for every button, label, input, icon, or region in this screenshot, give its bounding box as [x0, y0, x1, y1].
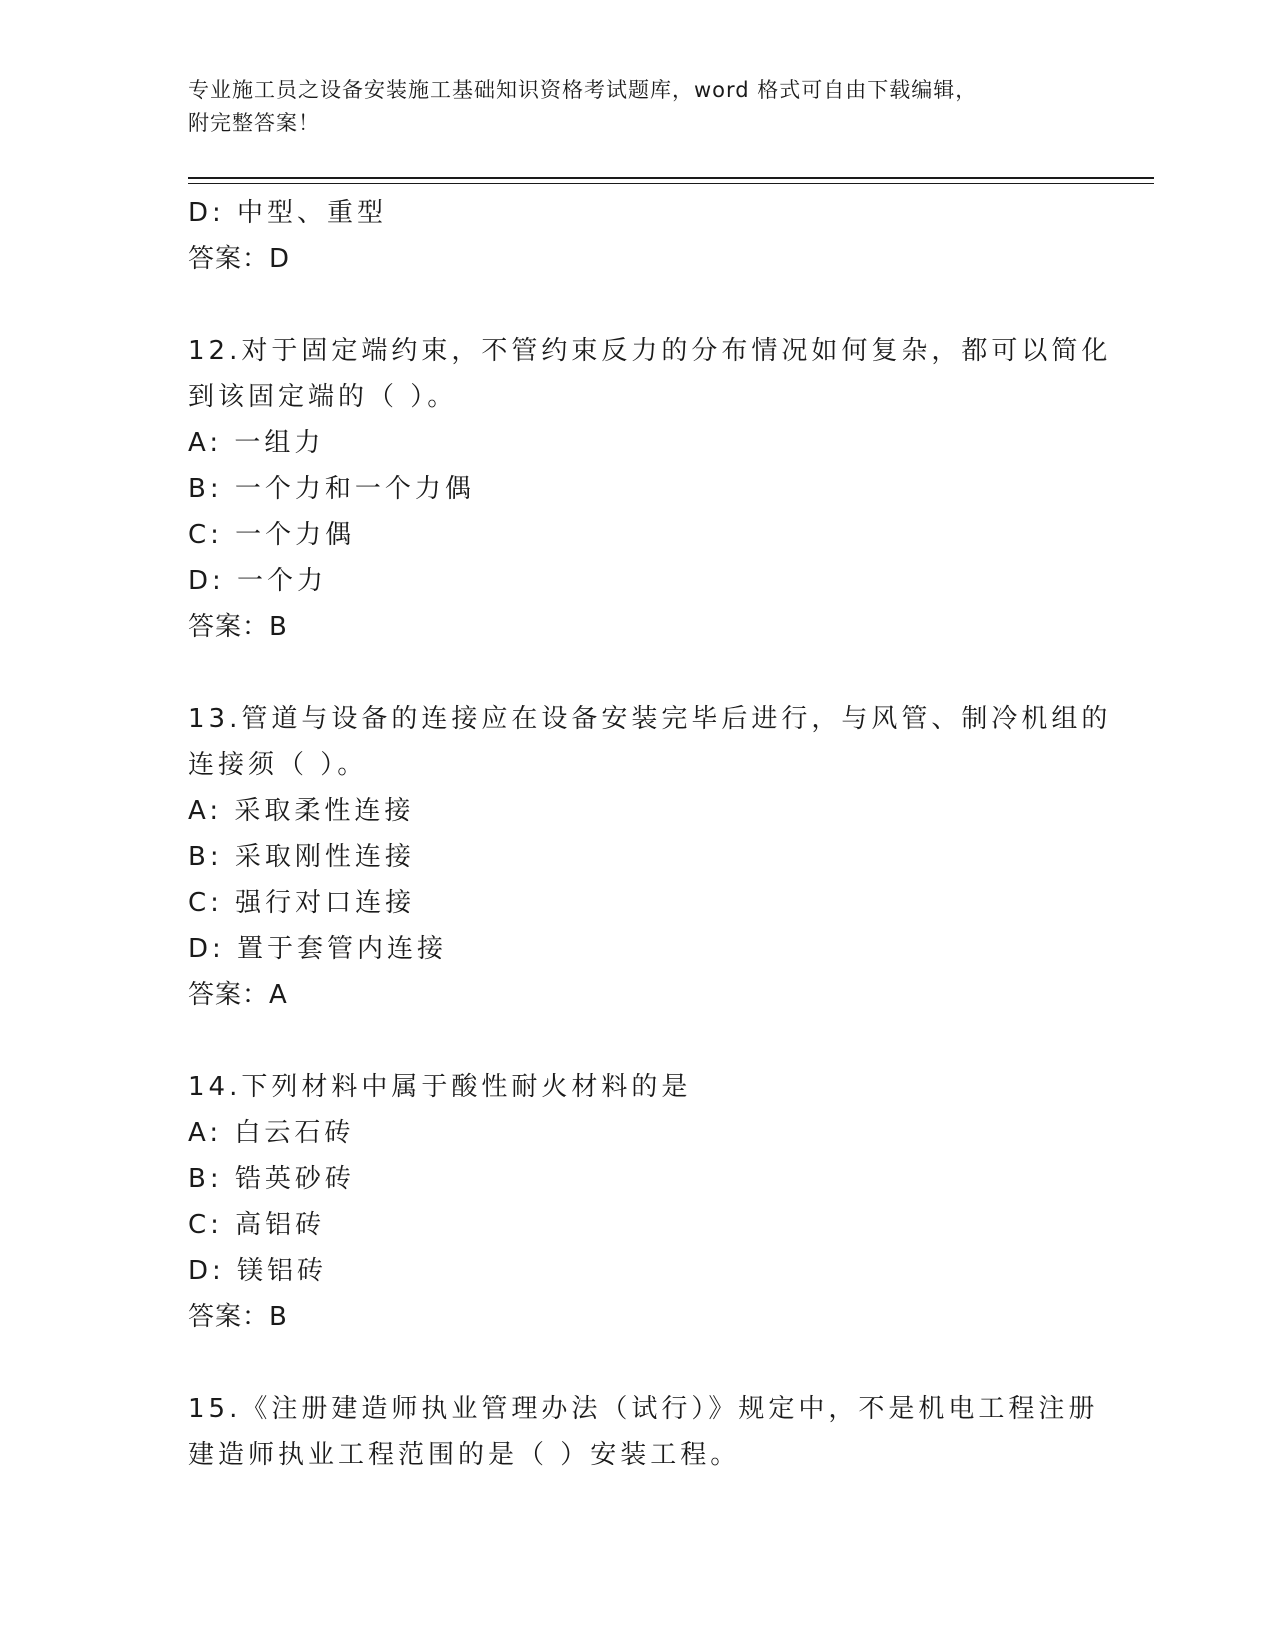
- option-b: B: 锆英砂砖: [188, 1164, 355, 1194]
- question-text-line-2: 建造师执业工程范围的是（ ）安装工程。: [188, 1440, 741, 1470]
- question-text-line-2: 到该固定端的（ ）。: [188, 382, 458, 412]
- option-c: C: 高铝砖: [188, 1210, 326, 1240]
- answer: 答案：A: [188, 980, 288, 1010]
- header-divider-thick: [188, 177, 1154, 179]
- question-text-line-1: 13.管道与设备的连接应在设备安装完毕后进行，与风管、制冷机组的: [188, 704, 1112, 734]
- document-body: [188, 190, 1112, 1478]
- question-14: [188, 1064, 1088, 1340]
- option-b: B: 采取刚性连接: [188, 842, 415, 872]
- option-d: D: 一个力: [188, 566, 328, 596]
- question-11-tail: [188, 190, 1088, 282]
- option-c: C: 一个力偶: [188, 520, 356, 550]
- option-a: A: 一组力: [188, 428, 325, 458]
- question-text-line-2: 连接须（ ）。: [188, 750, 368, 780]
- header-divider-thin: [188, 183, 1154, 184]
- answer: 答案：D: [188, 244, 291, 274]
- option-d: D: 镁铝砖: [188, 1256, 328, 1286]
- option-a: A: 白云石砖: [188, 1118, 355, 1148]
- question-12: [188, 328, 1112, 650]
- question-text-line-1: 12.对于固定端约束，不管约束反力的分布情况如何复杂，都可以简化: [188, 336, 1112, 366]
- option-d: D: 置于套管内连接: [188, 934, 448, 964]
- option-b: B: 一个力和一个力偶: [188, 474, 475, 504]
- answer: 答案：B: [188, 1302, 288, 1332]
- option-c: C: 强行对口连接: [188, 888, 416, 918]
- document-header: [188, 74, 1088, 140]
- header-line-2: 附完整答案！: [188, 111, 320, 135]
- option-d: D: 中型、重型: [188, 198, 388, 228]
- question-13: [188, 696, 1112, 1018]
- header-line-1: 专业施工员之设备安装施工基础知识资格考试题库，word 格式可自由下载编辑，: [188, 78, 978, 102]
- question-text-line-1: 15.《注册建造师执业管理办法（试行）》规定中，不是机电工程注册: [188, 1394, 1099, 1424]
- question-text-line-1: 14.下列材料中属于酸性耐火材料的是: [188, 1072, 692, 1102]
- option-a: A: 采取柔性连接: [188, 796, 415, 826]
- question-15: [188, 1386, 1099, 1478]
- answer: 答案：B: [188, 612, 288, 642]
